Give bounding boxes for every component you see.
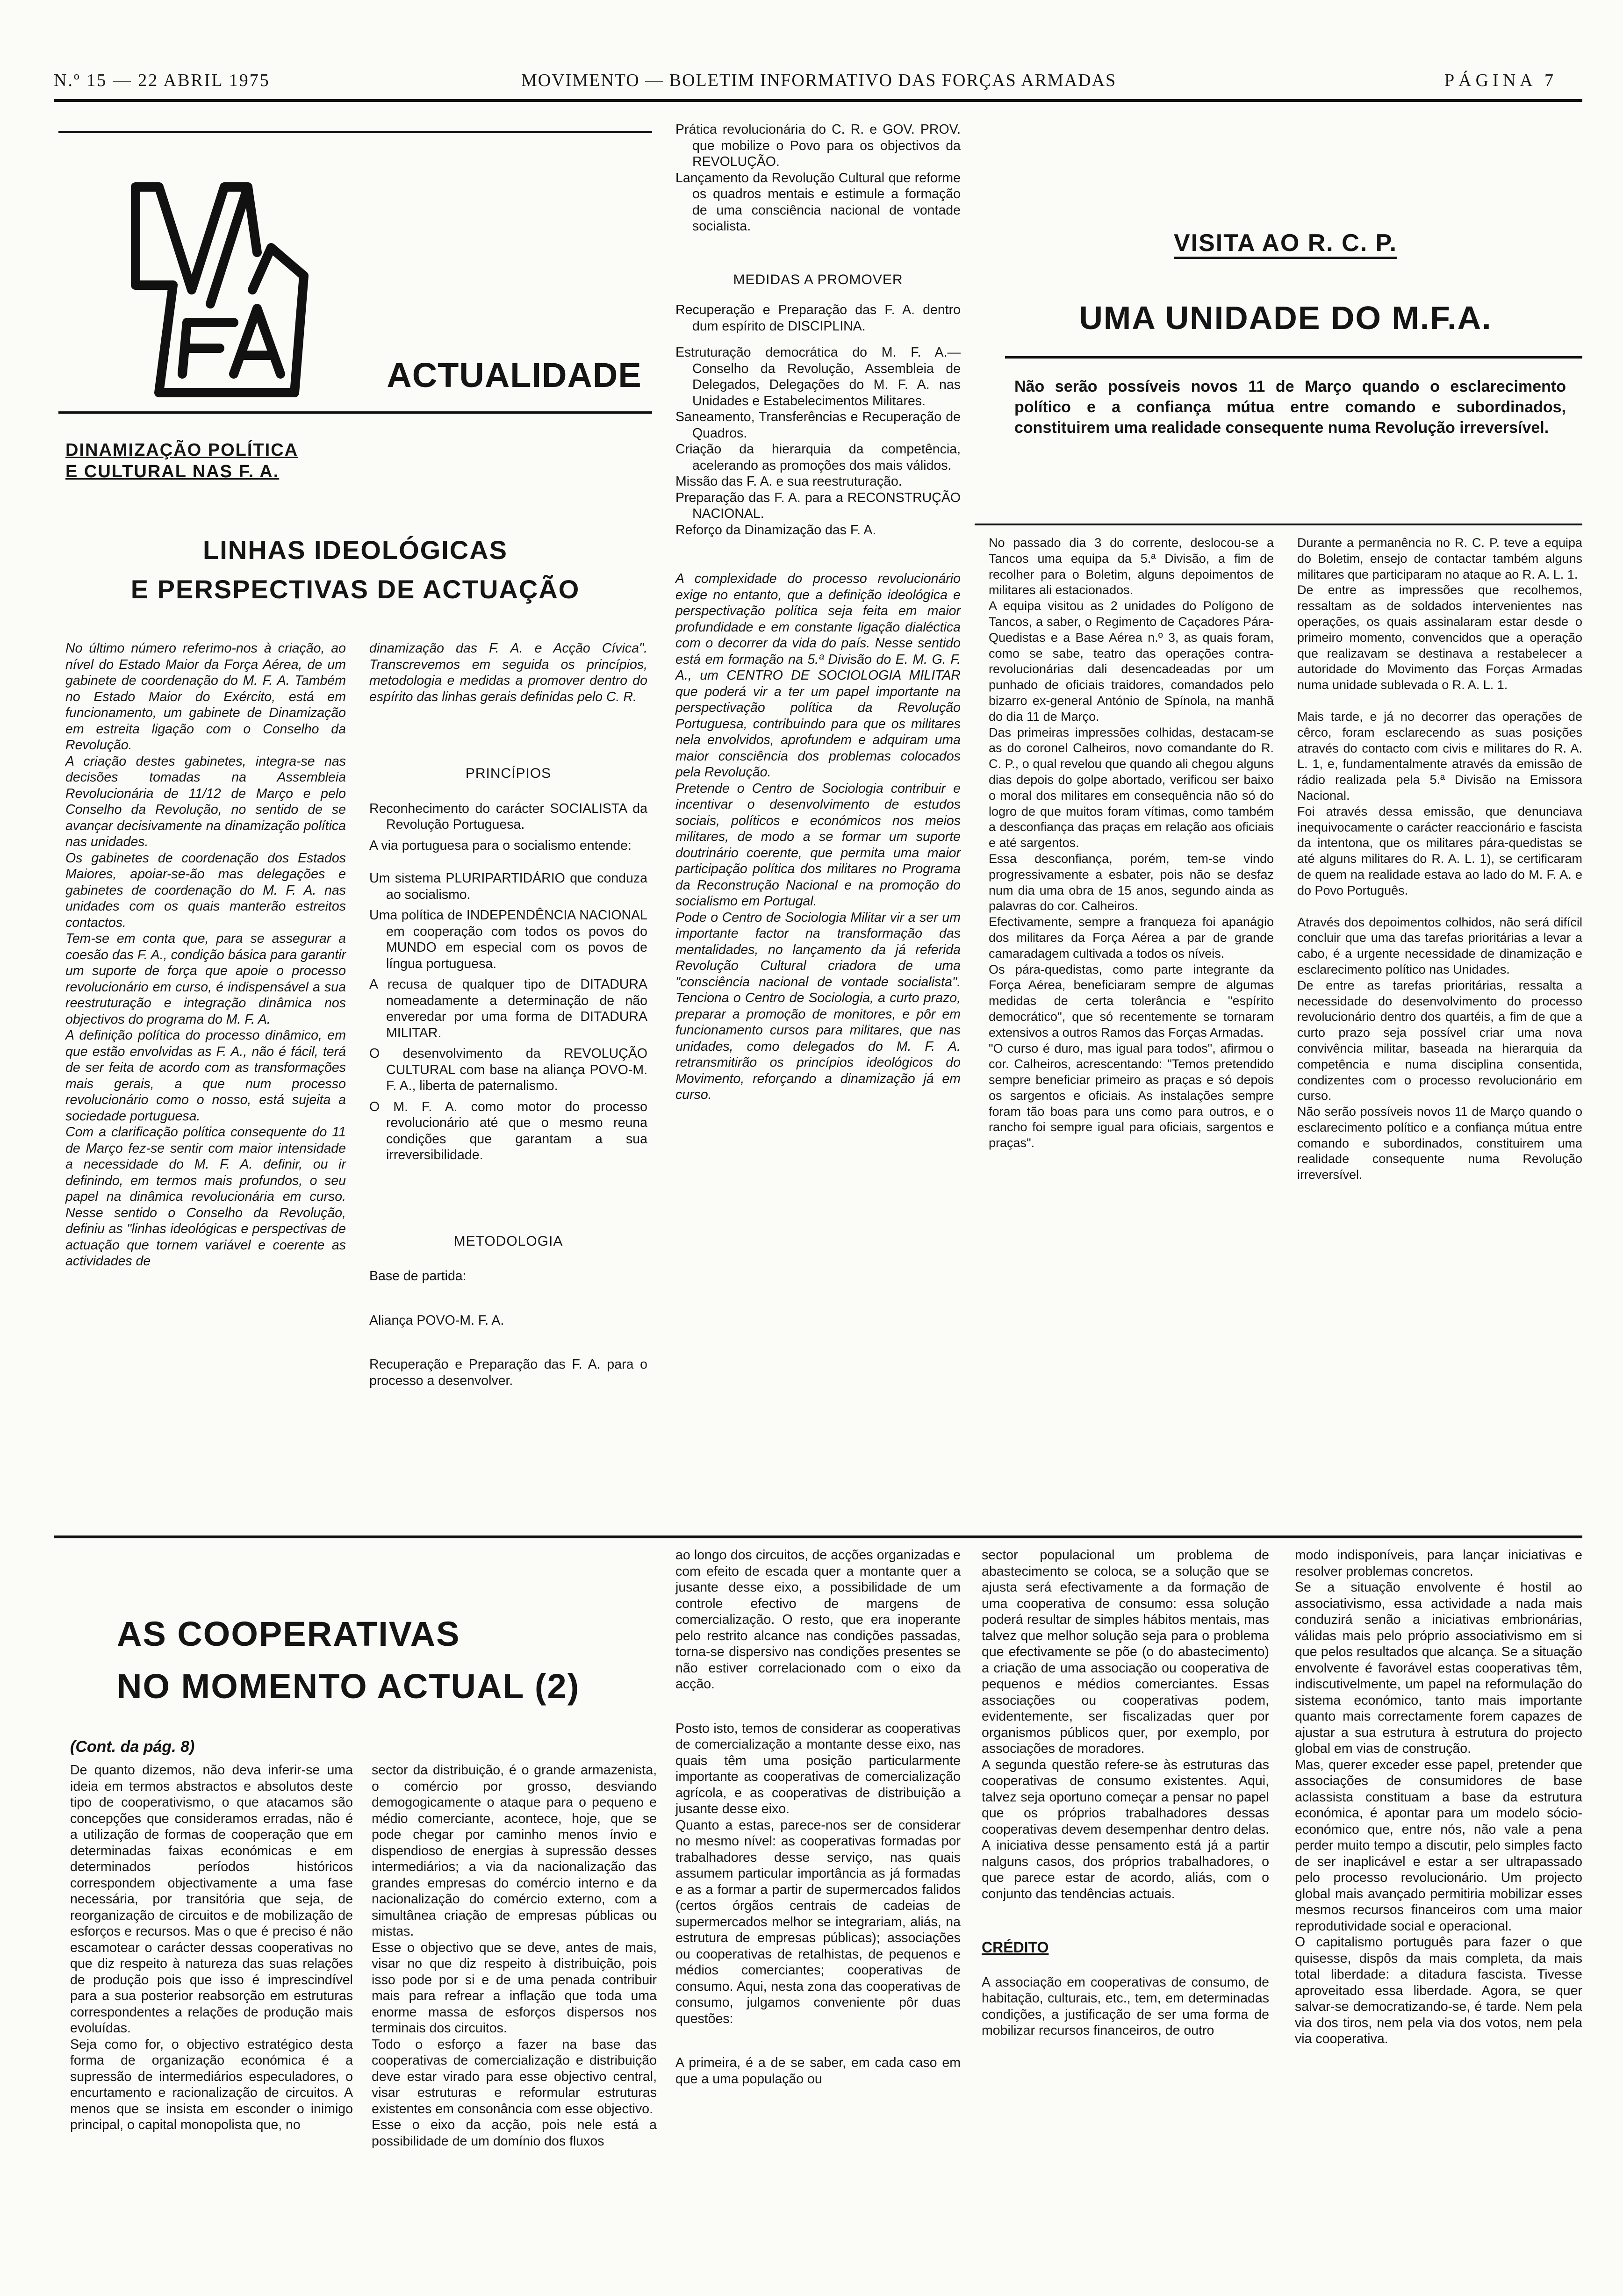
paragraph: A equipa visitou as 2 unidades do Polígono de Tancos, a saber, o Regimento de Caçadores Pára-Quedistas e a Base Aérea n.º 3, as quais foram, como se sabe, teatro das operações contra-revolucionárias dali desencadeadas por um punhado de oficiais traidores, comandados pelo bizarro ex-general António de Spínola, na manhã do dia 11 de Março. bbox=[989, 599, 1274, 724]
kicker-dinamizacao bbox=[65, 439, 298, 482]
rcp-kicker-text: VISITA AO R. C. P. bbox=[1173, 230, 1398, 257]
kicker-line-1: DINAMIZAÇÃO POLÍTICA bbox=[65, 440, 299, 460]
paragraph: A criação destes gabinetes, integra-se nas decisões tomadas na Assembleia Revolucionária de 11/12 de Março e pelo Conselho da Revolução, no sentido de se avançar decisivamente na dinamização política nas unidades. bbox=[65, 753, 346, 849]
medidas-heading: MEDIDAS A PROMOVER bbox=[733, 272, 903, 287]
paragraph: A associação em cooperativas de consumo, de habitação, culturais, etc., tem, em determinadas condições, a justificação de ser uma forma de mobilizar recursos financeiros, de outro bbox=[982, 1974, 1269, 2038]
paragraph: A primeira, é a de se saber, em cada caso em que a uma população ou bbox=[675, 2055, 961, 2087]
paragraph: ao longo dos circuitos, de acções organizadas e com efeito de escada quer a montante quer a jusante desse eixo, a possibilidade de um controle efectivo de margens de comercialização. O resto, que era inoperante pelo restrito alcance nas condições passadas, torna-se dispersivo nas condições presentes se não estiver correlacionado com o eixo da acção. bbox=[675, 1548, 961, 1692]
paragraph: A definição política do processo dinâmico, em que estão envolvidas as F. A., não é fácil, terá de ser feita de acordo com as transformações mais gerais, a que num processo revolucionário como o nosso, está sujeita a sociedade portuguesa. bbox=[65, 1028, 346, 1124]
paragraph: No passado dia 3 do corrente, deslocou-se a Tancos uma equipa da 5.ª Divisão, a fim de recolher para o Boletim, alguns depoimentos de militares ali estacionados. bbox=[989, 536, 1274, 597]
rcp-rule bbox=[1005, 356, 1582, 359]
paragraph: Os pára-quedistas, como parte integrante da Força Aérea, beneficiaram sempre de algumas medidas de certa tolerância e "espírito democrático", que só recentemente se tornaram extensivos a outros Ramos das Forças Armadas. bbox=[989, 962, 1274, 1040]
cooperativas-title bbox=[117, 1608, 580, 1713]
principios-list bbox=[369, 801, 647, 1163]
title-line-1: AS COOPERATIVAS bbox=[117, 1614, 460, 1653]
list-item: Um sistema PLURIPARTIDÁRIO que conduza ao socialismo. bbox=[369, 871, 647, 902]
medidas-list bbox=[675, 302, 961, 538]
paragraph: Essa desconfiança, porém, tem-se vindo progressivamente a esbater, pois não se desfaz num dia uma obra de 15 anos, segundo ainda as palavras do cor. Calheiros. bbox=[989, 851, 1274, 913]
masthead-title: MOVIMENTO — BOLETIM INFORMATIVO DAS FORÇAS ARMADAS bbox=[521, 71, 1117, 90]
paragraph: Foi através dessa emissão, que denunciava inequivocamente o carácter reaccionário e fascista da intentona, que os militares pára-quedistas se até alguns militares do R. A. L. 1), se certificaram de quem na realidade estava ao lado do M. F. A. e do Povo Português. bbox=[1297, 804, 1582, 897]
paragraph: sector da distribuição, é o grande armazenista, o comércio por grosso, desviando demogogicamente o ataque para o pequeno e médio comerciante, acontece, hoje, que se pode chegar por caminho menos ínvio e dispendioso de energias à supressão desses intermediários; a via da nacionalização das grandes empresas do comércio interno e da nacionalização do comércio externo, com a simultânea criação de empresas públicas ou mistas. bbox=[372, 1763, 657, 1939]
paragraph: De quanto dizemos, não deva inferir-se uma ideia em termos abstractos e absolutos deste tipo de cooperativismo, o que atacamos são concepções que consideramos erradas, não é a utilização de formas de cooperação que em determinadas faixas económicas e em determinados períodos históricos correspondem objectivamente a uma fase necessária, por transitória que seja, de reorganização de circuitos e de mobilização de esforços e recursos. Mas o que é preciso é não escamotear o carácter dessas cooperativas no que diz respeito à natureza das suas relações de produção pois que isso é imprescindível para a sua posterior reabsorção em estruturas correspondentes a relações de produção mais evoluídas. bbox=[70, 1763, 353, 2036]
principios-heading: PRINCÍPIOS bbox=[465, 766, 552, 781]
paragraph: Todo o esforço a fazer na base das cooperativas de comercialização e distribuição deve estar virado para esse objectivo central, visar estruturas e reformular estruturas existentes em consonância com esse objectivo. bbox=[372, 2037, 657, 2117]
paragraph: Mas, querer exceder esse papel, pretender que associações de consumidores de base aclassista constituam a base da estrutura económica, é apontar para um modelo sócio-económico que, entre nós, não vale a pena perder muito tempo a discutir, pelo simples facto de ser inaplicável e estar a ser ultrapassado pelo processo revolucionário. Um projecto global mais avançado permitiria mobilizar esses mesmos recursos financeiros com uma maior reprodutividade social e operacional. bbox=[1295, 1757, 1582, 1934]
actualidade-col-3 bbox=[675, 122, 961, 1103]
paragraph: sector populacional um problema de abastecimento se coloca, se a solução que se ajusta será efectivamente a da formação de uma cooperativa de consumo: essa solução poderá resultar de simples hábitos mentais, mas talvez que melhor solução seja para o problema que efectivamente se põe (o do abastecimento) a criação de uma associação ou cooperativa de pequenos e médios comerciantes. Essas associações ou cooperativas podem, evidentemente, ser fiscalizadas quer por organismos públicos quer, por exemplo, por associações de moradores. bbox=[982, 1548, 1269, 1756]
rcp-kicker bbox=[1005, 229, 1566, 257]
article-title-linhas bbox=[65, 531, 645, 609]
header-rule bbox=[54, 99, 1582, 102]
metodologia-heading: METODOLOGIA bbox=[453, 1233, 563, 1249]
paragraph: Esse o eixo da acção, pois nele está a possibilidade de um domínio dos fluxos bbox=[372, 2117, 657, 2149]
paragraph: dinamização das F. A. e Acção Cívica". Transcrevemos em seguida os princípios, metodologia e medidas a promover dentro do espírito das linhas gerais definidas pelo C. R. bbox=[369, 641, 647, 704]
paragraph: Não serão possíveis novos 11 de Março quando o esclarecimento político e a confiança mútua entre comando e subordinados, constituirem uma realidade consequente numa Revolução irreversível. bbox=[1297, 1105, 1582, 1182]
list-item: Recuperação e Preparação das F. A. dentro dum espírito de DISCIPLINA. bbox=[675, 302, 961, 334]
paragraph: Quanto a estas, parece-nos ser de considerar no mesmo nível: as cooperativas formadas por trabalhadores desse serviço, nas quais assumem particular importância as já formadas e as a formar a partir de supermercados falidos (certos órgãos centrais de cadeias de supermercados melhor se integrariam, aliás, na estrutura de empresas públicas); associações ou cooperativas de retalhistas, de pequenos e médios comerciantes; cooperativas de consumo. Aqui, nesta zona das cooperativas de consumo, julgamos conveniente pôr duas questões: bbox=[675, 1817, 961, 2026]
actualidade-rule bbox=[58, 411, 652, 414]
issue-date: N.º 15 — 22 ABRIL 1975 bbox=[54, 71, 270, 90]
paragraph: A segunda questão refere-se às estruturas das cooperativas de consumo existentes. Aqui, talvez seja oportuno começar a pensar no papel que os próprios trabalhadores dessas cooperativas devem desempenhar dentro delas. A iniciativa desse pensamento está já a partir nalguns casos, dos próprios trabalhadores, o que parece estar de acordo, aliás, com o conjunto das tendências actuais. bbox=[982, 1757, 1269, 1901]
paragraph: Os gabinetes de coordenação dos Estados Maiores, apoiar-se-ão mas delegações e gabinetes de coordenação do M. F. A. nas unidades com os quais manterão estreitos contactos. bbox=[65, 850, 346, 930]
paragraph: De entre as tarefas prioritárias, ressalta a necessidade do desenvolvimento do processo revolucionário dentro dos quartéis, a fim de que a curto prazo seja possível criar uma nova convivência militar, baseada na hierarquia da competência e numa disciplina consentida, condizentes com o processo revolucionário em curso. bbox=[1297, 978, 1582, 1103]
paragraph: Efectivamente, sempre a franqueza foi apanágio dos militares da Força Aérea a par de grande camaradagem cultivada a todos os níveis. bbox=[989, 915, 1274, 961]
page-number: PÁGINA 7 bbox=[1444, 71, 1558, 90]
paragraph: Das primeiras impressões colhidas, destacam-se as do coronel Calheiros, novo comandante do R. C. P., o qual revelou que quando ali chegou alguns dias depois do golpe abortado, verificou ser baixo o moral dos militares em consequência não só do logro de que muitos foram vítimas, como também a desconfiança das praças em relação aos oficiais e até sargentos. bbox=[989, 725, 1274, 850]
paragraph: A complexidade do processo revolucionário exige no entanto, que a definição ideológica e perspectivação política seja feita em maior profundidade e em constante ligação dialéctica com o decorrer da vida do país. Nesse sentido está em formação na 5.ª Divisão do E. M. G. F. A., um CENTRO DE SOCIOLOGIA MILITAR que poderá vir a ter um papel importante na perspectivação política da Revolução Portuguesa, contribuindo para que os militares nela envolvidos, aprofundem e adquiram uma maior consciência dos problemas colocados pela Revolução. bbox=[675, 571, 961, 780]
actualidade-top-rule bbox=[58, 131, 652, 133]
rcp-col-1 bbox=[989, 535, 1274, 1151]
paragraph: Tem-se em conta que, para se assegurar a coesão das F. A., condição básica para garantir um suporte de força que apoie o processo revolucionário em curso, é indispensável a sua reestruturação e integração dinâmica nos objectivos do programa do M. F. A. bbox=[65, 931, 346, 1027]
paragraph: Pretende o Centro de Sociologia contribuir e incentivar o desenvolvimento de estudos sociais, políticos e económicos nos meios militares, de modo a se formar um suporte doutrinário coerente, que permita uma maior participação política dos militares no Programa da Reconstrução Nacional e na promoção do socialismo em Portugal. bbox=[675, 781, 961, 909]
paragraph: modo indisponíveis, para lançar iniciativas e resolver problemas concretos. bbox=[1295, 1548, 1582, 1579]
paragraph: O capitalismo português para fazer o que quisesse, dispôs da mais completa, da mais total liberdade: a ditadura fascista. Tivesse aproveitado essa liberdade. Agora, se quer salvar-se democratizando-se, é tarde. Nem pela via dos tiros, nem pela via dos votos, nem pela via cooperativa. bbox=[1295, 1935, 1582, 2046]
rcp-lead-rule bbox=[975, 524, 1582, 525]
list-item: Reforço da Dinamização das F. A. bbox=[675, 522, 876, 538]
list-item: Uma política de INDEPENDÊNCIA NACIONAL em cooperação com todos os povos do MUNDO em especial com os povos de língua portuguesa. bbox=[369, 908, 647, 971]
paragraph: "O curso é duro, mas igual para todos", afirmou o cor. Calheiros, acrescentando: "Temos pretendido sempre beneficiar primeiro as praças e só depois os sargentos e oficiais. As instalações sempre foram tão boas para uns como para outros, e o rancho foi sempre igual para oficiais, sargentos e praças". bbox=[989, 1041, 1274, 1150]
paragraph: Seja como for, o objectivo estratégico desta forma de organização económica é a supressão de intermediários especuladores, o encurtamento e racionalização de circuitos. A menos que se insista em esconder o inimigo principal, o capital monopolista que, no bbox=[70, 2037, 353, 2132]
cooperativas-col-1 bbox=[70, 1762, 353, 2133]
actualidade-heading: ACTUALIDADE bbox=[387, 356, 642, 395]
paragraph: Através dos depoimentos colhidos, não será difícil concluir que uma das tarefas prioritárias a levar a cabo, é a urgente necessidade de dinamização e esclarecimento político nas Unidades. bbox=[1297, 915, 1582, 976]
cooperativas-col-5 bbox=[1295, 1547, 1582, 2047]
list-item: Reconhecimento do carácter SOCIALISTA da Revolução Portuguesa. bbox=[369, 801, 647, 832]
paragraph: Com a clarificação política consequente do 11 de Março fez-se sentir com maior intensidade a necessidade do M. F. A. definir, ou ir definindo, em termos mais profundos, o seu papel na dinâmica revolucionária em curso. Nesse sentido o Conselho da Revolução, definiu as "linhas ideológicas e perspectivas de actuação que tornem variável e coerente as actividades de bbox=[65, 1125, 346, 1269]
title-line-2: NO MOMENTO ACTUAL (2) bbox=[117, 1667, 580, 1706]
rcp-lead: Não serão possíveis novos 11 de Março quando o esclarecimento político e a confiança mútua entre comando e subordinados, constituirem uma realidade consequente numa Revolução irreversível. bbox=[1014, 378, 1566, 437]
paragraph: Posto isto, temos de considerar as cooperativas de comercialização a montante desse eixo, nas quais têm uma posição particularmente importante as cooperativas de comercialização agrícola, e as cooperativas de distribuição a jusante desse eixo. bbox=[675, 1721, 961, 1816]
kicker-line-2: E CULTURAL NAS F. A. bbox=[65, 462, 280, 481]
list-item: Estruturação democrática do M. F. A.— Conselho da Revolução, Assembleia de Delegados, Delegações do M. F. A. nas Unidades e Estabelecimentos Militares. bbox=[675, 345, 961, 409]
list-item: Preparação das F. A. para a RECONSTRUÇÃO NACIONAL. bbox=[675, 490, 961, 521]
paragraph: De entre as impressões que recolhemos, ressaltam as de soldados intervenientes nas operações, os quais assinalaram estar desde o primeiro momento, convencidos que a operação que realizavam se destinava a restabelecer a autoridade do Movimento das Forças Armadas numa unidade sublevada o R. A. L. 1. bbox=[1297, 583, 1582, 692]
cooperativas-col-4 bbox=[982, 1547, 1269, 2039]
list-item: A via portuguesa para o socialismo entende: bbox=[369, 838, 632, 853]
cooperativas-col-2 bbox=[372, 1762, 657, 2149]
title-line-2: E PERSPECTIVAS DE ACTUAÇÃO bbox=[130, 574, 580, 604]
actualidade-col-1 bbox=[65, 640, 346, 1270]
rcp-title: UMA UNIDADE DO M.F.A. bbox=[1079, 300, 1492, 336]
list-item: Saneamento, Transferências e Recuperação de Quadros. bbox=[675, 409, 961, 441]
title-line-1: LINHAS IDEOLÓGICAS bbox=[202, 535, 508, 565]
paragraph: Mais tarde, e já no decorrer das operações de cêrco, foram esclarecendo as suas posições através do contacto com civis e militares do R. A. L. 1, e, fundamentalmente através da emissão de rádio realizada pela 5.ª Divisão na Emissora Nacional. bbox=[1297, 709, 1582, 803]
credito-heading: CRÉDITO bbox=[982, 1939, 1049, 1956]
paragraph: Aliança POVO-M. F. A. bbox=[369, 1313, 504, 1328]
rcp-col-2 bbox=[1297, 535, 1582, 1183]
mfa-v-hand-logo-icon bbox=[117, 168, 313, 411]
list-item: Criação da hierarquia da competência, acelerando as promoções dos mais válidos. bbox=[675, 442, 961, 473]
cooperativas-col-3 bbox=[675, 1547, 961, 2087]
paragraph: Durante a permanência no R. C. P. teve a equipa do Boletim, ensejo de contactar também alguns militares que participaram no ataque ao R. A. L. 1. bbox=[1297, 536, 1582, 581]
list-item: Missão das F. A. e sua reestruturação. bbox=[675, 474, 902, 489]
list-item: Lançamento da Revolução Cultural que reforme os quadros mentais e estimule a formação de uma consciência nacional de vontade socialista. bbox=[675, 170, 961, 234]
paragraph: Pode o Centro de Sociologia Militar vir a ser um importante factor na transformação das mentalidades, no lançamento da já referida Revolução Cultural criadora de uma "consciência nacional de vontade socialista". Tenciona o Centro de Sociologia, a curto prazo, preparar a promoção de monitores, e pôr em funcionamento cursos para militares, que nas unidades, como delegados do M. F. A. retransmitirão os princípios ideológicos do Movimento, reforçando a dinamização já em curso. bbox=[675, 910, 961, 1102]
list-item: O desenvolvimento da REVOLUÇÃO CULTURAL com base na aliança POVO-M. F. A., liberta de paternalismo. bbox=[369, 1046, 647, 1093]
paragraph: Esse o objectivo que se deve, antes de mais, visar no que diz respeito à distribuição, pois isso pode por si e de uma penada contribuir mais para refrear a inflação que toda uma enorme massa de esforços dispersos nos terminais dos circuitos. bbox=[372, 1940, 657, 2036]
list-item: O M. F. A. como motor do processo revolucionário até que o mesmo reuna condições que garantam a sua irreversibilidade. bbox=[369, 1099, 647, 1162]
continued-note: (Cont. da pág. 8) bbox=[70, 1738, 195, 1756]
paragraph: Se a situação envolvente é hostil ao associativismo, essa actividade a nada mais conduzirá senão a iniciativas embrionárias, válidas mais pelo próprio associativismo em si que pelos resultados que alcança. Se a situação envolvente é favorável estas cooperativas têm, indiscutivelmente, um papel na reformulação do sistema económico, tanto mais importante quanto mais correctamente forem capazes de ajustar a sua estrutura à estrutura do projecto global em vias de construção. bbox=[1295, 1580, 1582, 1756]
paragraph: No último número referimo-nos à criação, ao nível do Estado Maior da Força Aérea, de um gabinete de coordenação do M. F. A. Também no Estado Maior do Exército, está em funcionamento, um gabinete de Dinamização em estreita ligação com o Conselho da Revolução. bbox=[65, 641, 346, 753]
page-divider bbox=[54, 1535, 1582, 1538]
list-item: Prática revolucionária do C. R. e GOV. PROV. que mobilize o Povo para os objectivos da REVOLUÇÃO. bbox=[675, 122, 961, 169]
actualidade-col-2 bbox=[369, 640, 647, 1389]
list-item: A recusa de qualquer tipo de DITADURA nomeadamente a determinação de não enveredar por uma forma de DITADURA MILITAR. bbox=[369, 977, 647, 1040]
paragraph: Recuperação e Preparação das F. A. para o processo a desenvolver. bbox=[369, 1357, 647, 1388]
paragraph: Base de partida: bbox=[369, 1269, 467, 1284]
